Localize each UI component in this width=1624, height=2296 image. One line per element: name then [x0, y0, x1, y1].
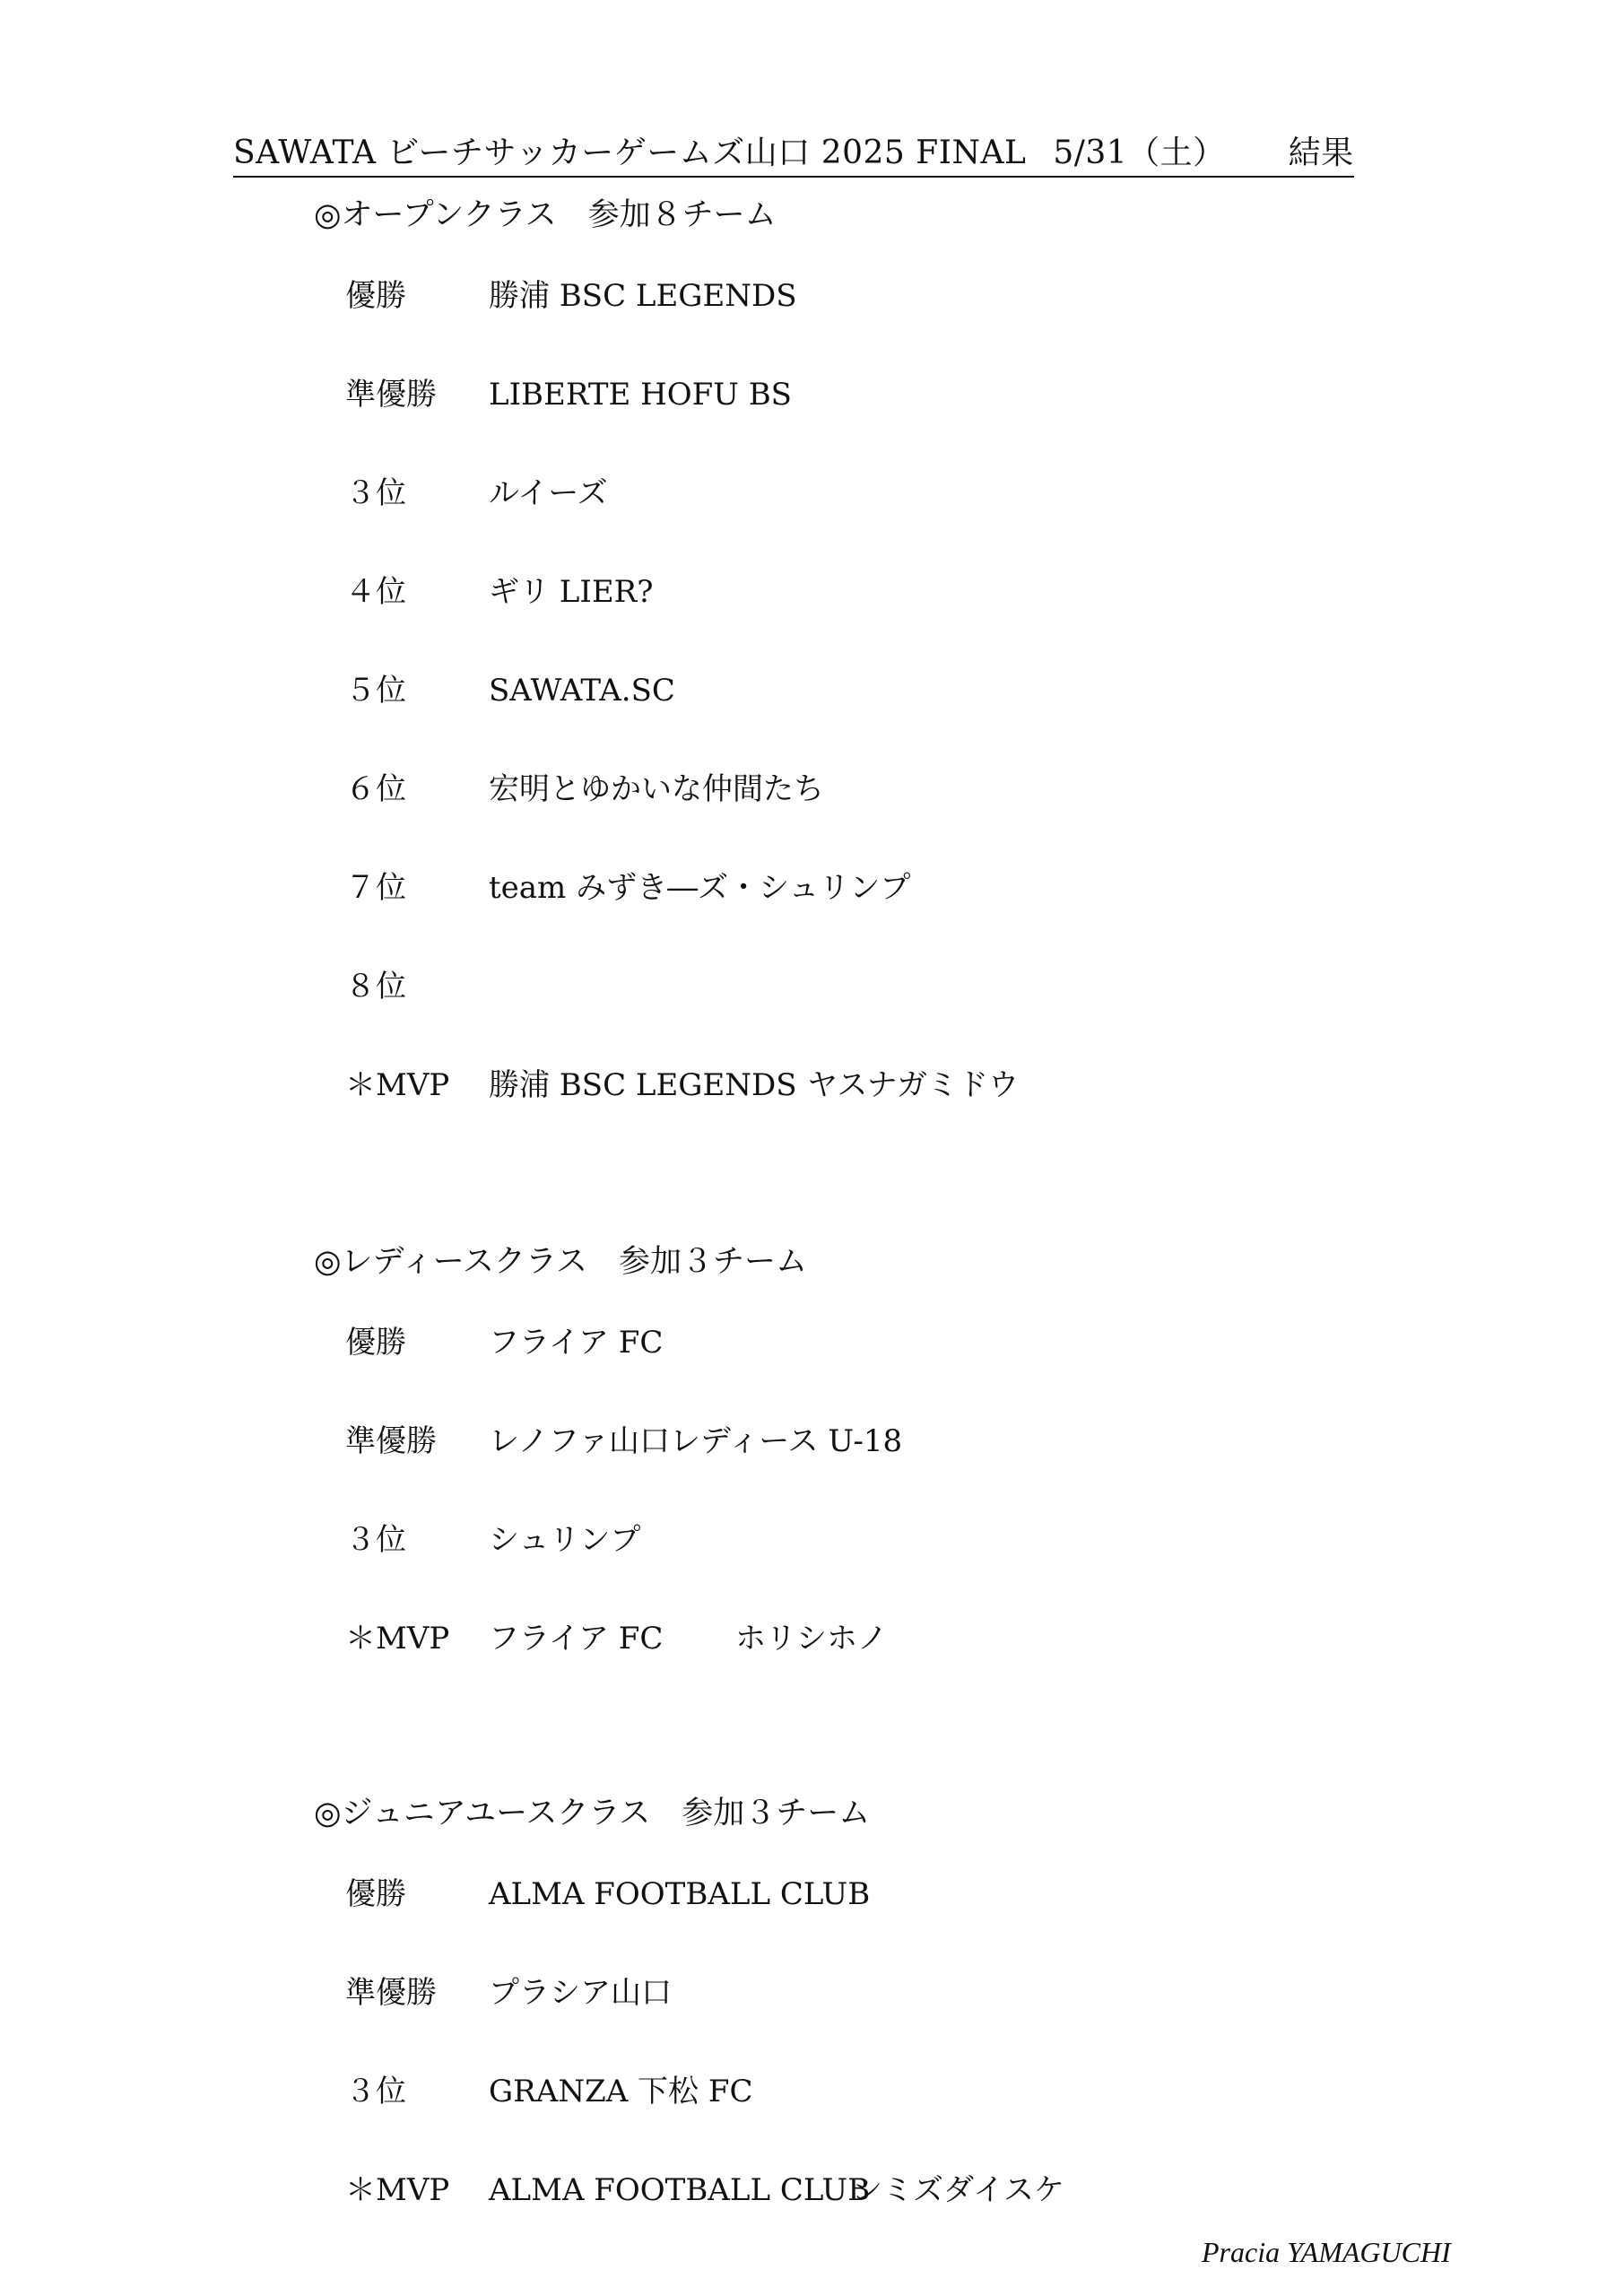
rank-label: 準優勝 [345, 377, 437, 413]
team-name: GRANZA 下松 FC [489, 2074, 753, 2109]
mvp-player-name: ホリシホノ [735, 1621, 888, 1657]
mvp-player-name: シミズダイスケ [852, 2172, 1064, 2208]
open-class-heading: ◎オープンクラス 参加８チーム [314, 197, 777, 233]
rank-label: ５位 [345, 673, 406, 709]
team-name: ALMA FOOTBALL CLUB [489, 1876, 871, 1912]
mvp-label: ＊MVP [345, 1067, 450, 1103]
team-name: 勝浦 BSC LEGENDS [489, 278, 797, 314]
rank-label: ３位 [345, 1522, 406, 1558]
team-name: team みずき―ズ・シュリンプ [489, 870, 911, 906]
team-name: フライア FC [489, 1325, 664, 1361]
team-name: プラシア山口 [489, 1975, 672, 2011]
team-name: LIBERTE HOFU BS [489, 377, 792, 413]
rank-label: 優勝 [345, 1876, 406, 1912]
team-name: SAWATA.SC [489, 673, 675, 709]
event-date: 5/31（土） [1053, 135, 1226, 171]
rank-label: ４位 [345, 574, 406, 610]
organizer-signature: Pracia YAMAGUCHI [1202, 2236, 1451, 2268]
team-name: レノファ山口レディース U-18 [489, 1423, 903, 1459]
ladies-class-heading: ◎レディースクラス 参加３チーム [314, 1244, 807, 1280]
team-name: シュリンプ [489, 1522, 641, 1558]
page-title [233, 133, 1354, 178]
result-label: 結果 [1288, 135, 1354, 171]
mvp-label: ＊MVP [345, 1621, 450, 1657]
rank-label: ８位 [345, 969, 406, 1004]
junior-youth-class-heading: ◎ジュニアユースクラス 参加３チーム [314, 1796, 871, 1831]
team-name: ALMA FOOTBALL CLUB [489, 2172, 871, 2208]
event-name: SAWATA ビーチサッカーゲームズ山口 2025 FINAL [233, 135, 1027, 171]
rank-label: 優勝 [345, 278, 406, 314]
team-name: 勝浦 BSC LEGENDS [489, 1067, 797, 1103]
team-name: ギリ LIER? [489, 574, 654, 610]
rank-label: 準優勝 [345, 1423, 437, 1459]
rank-label: 準優勝 [345, 1975, 437, 2011]
mvp-label: ＊MVP [345, 2172, 450, 2208]
rank-label: ７位 [345, 870, 406, 906]
rank-label: ３位 [345, 2074, 406, 2109]
team-name: ルイーズ [489, 475, 608, 511]
rank-label: ３位 [345, 475, 406, 511]
rank-label: ６位 [345, 771, 406, 807]
rank-label: 優勝 [345, 1325, 406, 1361]
mvp-player-name: ヤスナガミドウ [807, 1067, 1019, 1103]
team-name: フライア FC [489, 1621, 664, 1657]
team-name: 宏明とゆかいな仲間たち [489, 771, 824, 807]
